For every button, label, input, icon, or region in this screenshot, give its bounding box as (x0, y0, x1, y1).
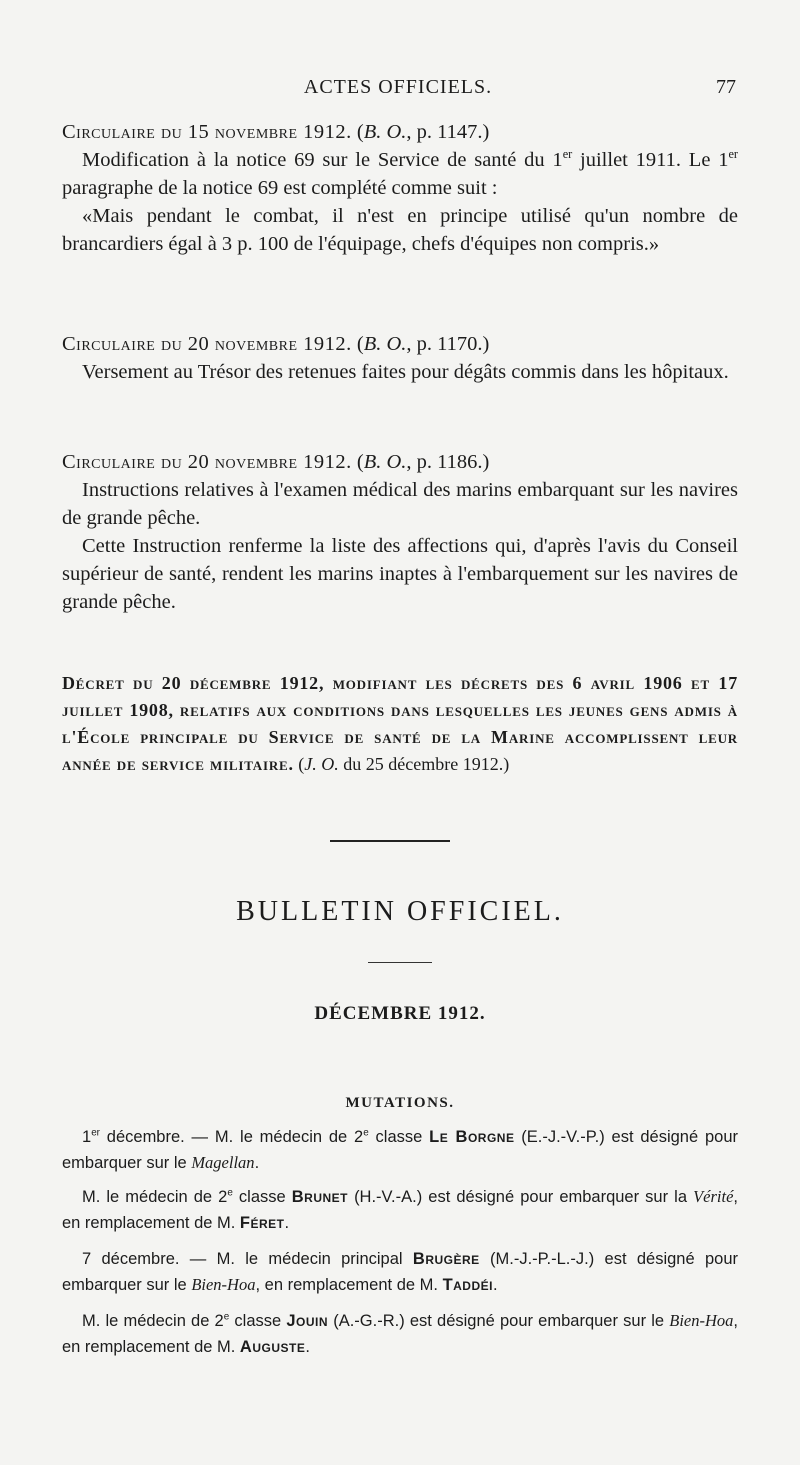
circular-1-heading: Circulaire du 15 novembre 1912. (B. O., p. 1147.) (62, 121, 490, 143)
page-number: 77 (716, 76, 736, 98)
circular-3-heading: Circulaire du 20 novembre 1912. (B. O., p. 1186.) (62, 451, 490, 473)
section-divider (330, 840, 450, 842)
decree-text: Décret du 20 décembre 1912, modifiant les décrets des 6 avril 1906 et 17 juillet 1908, relatifs aux conditions dans lesquelles les jeunes gens admis à l'École principale du Service de santé de la Marine accomplissent leur année de service militaire. (J. O. du 25 décembre 1912.) (62, 673, 738, 774)
decree (62, 670, 738, 778)
circular-1 (62, 118, 738, 258)
section-title: MUTATIONS. (345, 1095, 455, 1111)
circular-2 (62, 330, 738, 386)
mutation-entry-2: M. le médecin de 2e classe Brunet (H.-V.-A.) est désigné pour embarquer sur la Vérité, en remplacement de M. Féret. (62, 1187, 738, 1232)
mutation-entry-1: 1er décembre. — M. le médecin de 2e classe Le Borgne (E.-J.-V.-P.) est désigné pour embarquer sur le Magellan. (62, 1127, 738, 1172)
mutation-entry-3: 7 décembre. — M. le médecin principal Brugère (M.-J.-P.-L.-J.) est désigné pour embarquer sur le Bien-Hoa, en remplacement de M. Taddéi. (62, 1250, 738, 1294)
title-underline (368, 962, 432, 963)
month-title: DÉCEMBRE 1912. (314, 1003, 486, 1024)
bulletin-title: BULLETIN OFFICIEL. (236, 896, 564, 927)
mutation-entry-4: M. le médecin de 2e classe Jouin (A.-G.-R.) est désigné pour embarquer sur le Bien-Hoa, en remplacement de M. Auguste. (62, 1311, 738, 1356)
circular-1-quote: «Mais pendant le combat, il n'est en principe utilisé qu'un nombre de brancardiers égal à 3 p. 100 de l'équipage, chefs d'équipes non compris.» (62, 205, 738, 255)
circular-2-heading: Circulaire du 20 novembre 1912. (B. O., p. 1170.) (62, 333, 490, 355)
circular-3-body: Instructions relatives à l'examen médical des marins embarquant sur les navires de grande pêche. (62, 479, 738, 529)
circular-3 (62, 448, 738, 616)
running-title: ACTES OFFICIELS. (303, 76, 493, 98)
circular-2-body: Versement au Trésor des retenues faites pour dégâts commis dans les hôpitaux. (82, 361, 729, 383)
circular-3-body-2: Cette Instruction renferme la liste des affections qui, d'après l'avis du Conseil supérieur de santé, rendent les marins inaptes à l'embarquement sur les navires de grande pêche. (62, 535, 738, 613)
running-head (60, 76, 736, 106)
circular-1-body: Modification à la notice 69 sur le Service de santé du 1er juillet 1911. Le 1er paragraphe de la notice 69 est complété comme suit : (62, 147, 739, 199)
